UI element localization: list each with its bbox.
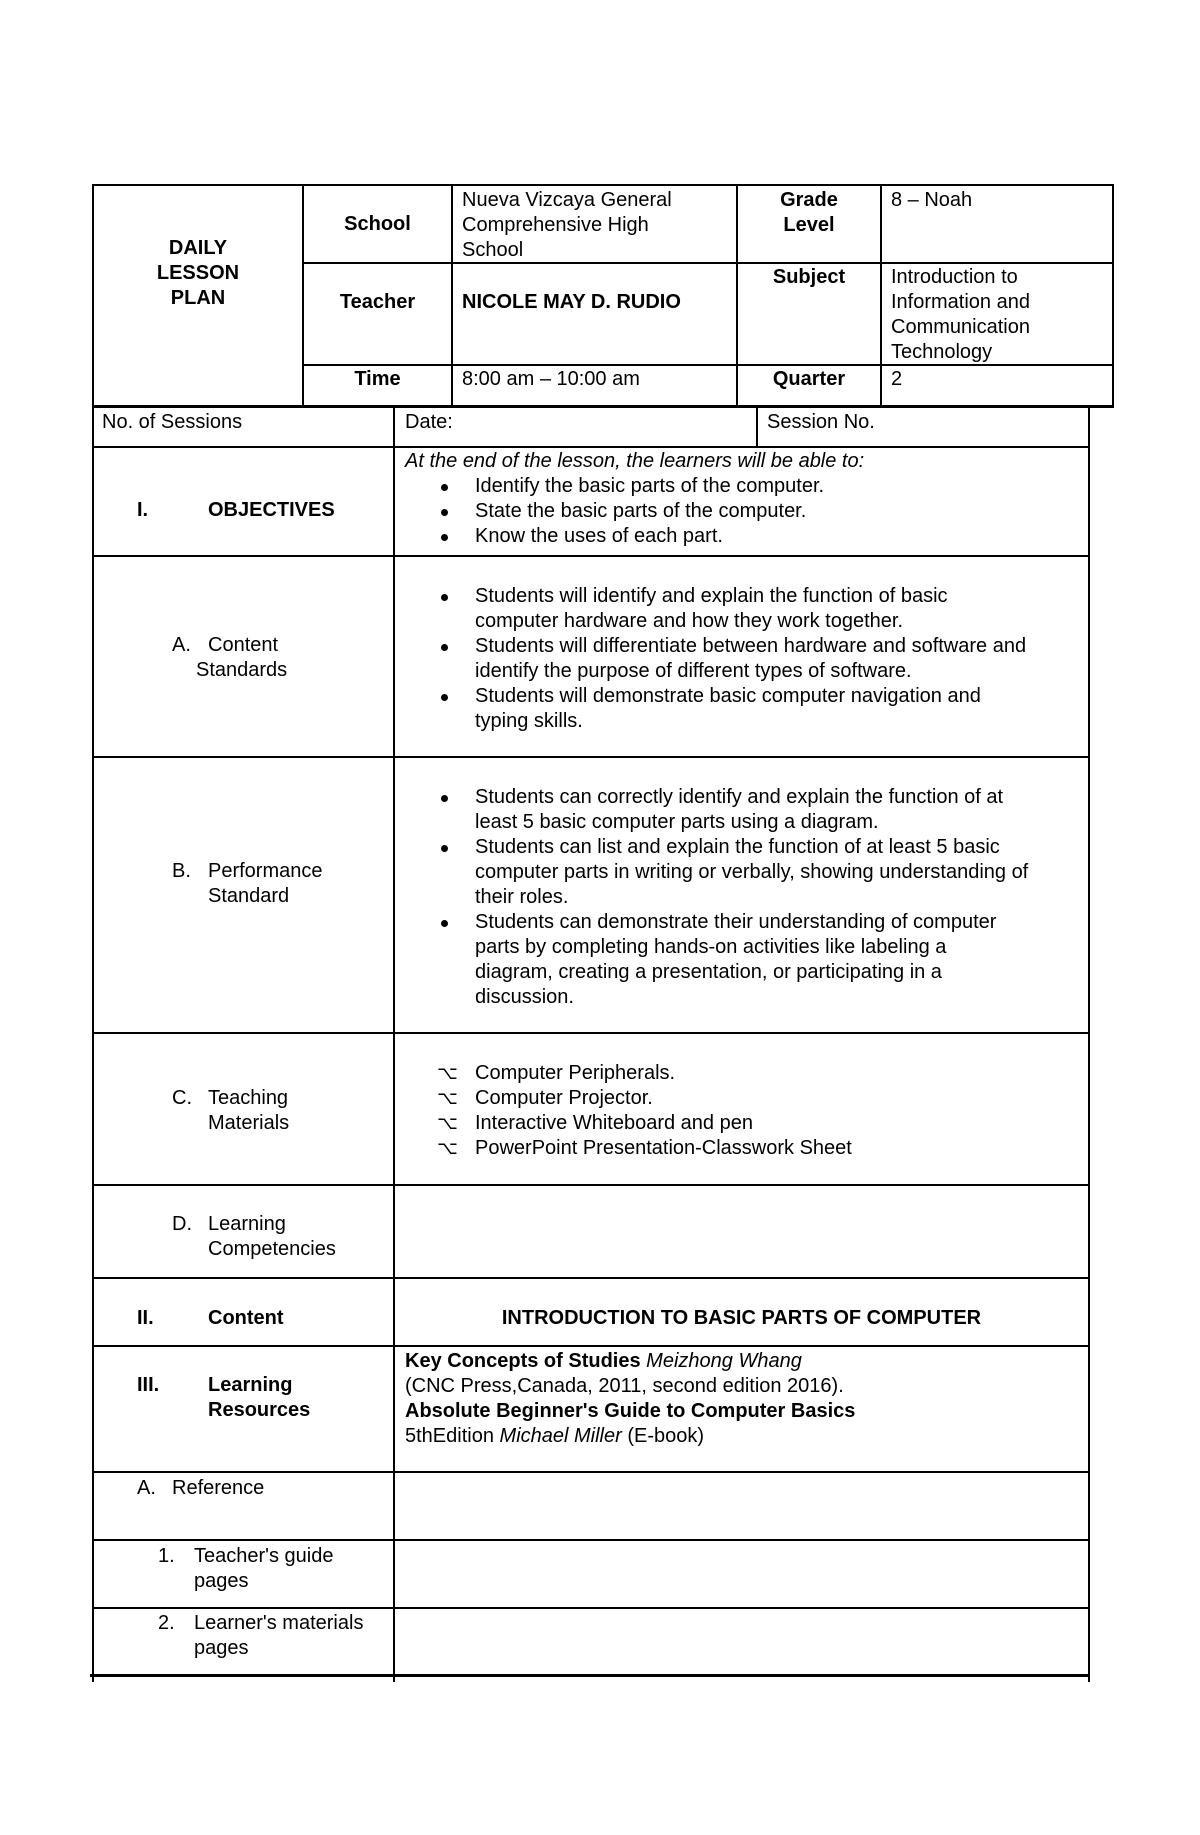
list-item (403, 684, 1088, 734)
ref2-author: Michael Miller (499, 1425, 622, 1447)
learning-competencies-label (208, 1212, 336, 1262)
learning-resources-label-line: Resources (208, 1399, 311, 1421)
performance-standard-label-line: Standard (208, 885, 290, 907)
key-bullet-icon: ⌥ (437, 1113, 458, 1133)
learning-resources-value (405, 1349, 855, 1449)
date-label: Date: (405, 411, 453, 433)
school-value-line: Comprehensive High (462, 214, 649, 236)
reference-label: Reference (172, 1477, 265, 1499)
grade-level-label (738, 188, 880, 238)
bullet-dot-icon (441, 509, 448, 516)
quarter-value: 2 (891, 368, 903, 390)
objectives-list (403, 474, 1083, 549)
content-standards-letter: A. (172, 634, 191, 656)
teaching-materials-list (403, 1061, 1088, 1161)
objective-text: Know the uses of each part. (475, 525, 723, 547)
subject-value-line: Technology (891, 341, 993, 363)
list-item-line: Students will demonstrate basic computer navigation and (475, 685, 981, 707)
list-item (403, 910, 1088, 1010)
list-item-line: discussion. (475, 986, 574, 1008)
content-standards-label-line: Standards (196, 659, 288, 681)
learner-materials-line: pages (194, 1637, 249, 1659)
subject-value-line: Introduction to (891, 266, 1018, 288)
teacher-guide-label (194, 1544, 333, 1594)
bullet-dot-icon (441, 644, 448, 651)
list-item (403, 785, 1088, 835)
learning-resources-numeral: III. (137, 1374, 160, 1396)
list-item (403, 835, 1088, 910)
teacher-value: NICOLE MAY D. RUDIO (462, 291, 681, 313)
content-numeral: II. (137, 1307, 154, 1329)
objective-text: State the basic parts of the computer. (475, 500, 807, 522)
objectives-numeral: I. (137, 499, 149, 521)
ref1-title: Key Concepts of Studies (405, 1350, 641, 1372)
list-item (403, 1111, 1088, 1136)
list-item-line: computer parts in writing or verbally, showing understanding of (475, 861, 1029, 883)
school-label: School (344, 213, 411, 235)
bullet-dot-icon (441, 920, 448, 927)
teacher-label: Teacher (339, 291, 416, 313)
performance-standard-label (208, 859, 323, 909)
list-item (403, 634, 1088, 684)
subject-value-line: Information and (891, 291, 1030, 313)
session-no-label: Session No. (767, 411, 875, 433)
content-standards-list (403, 584, 1088, 734)
content-standards-label-line: Content (208, 634, 279, 656)
list-item (403, 1061, 1088, 1086)
performance-standard-letter: B. (172, 860, 191, 882)
resource-line (405, 1424, 855, 1449)
learner-materials-line: Learner's materials (194, 1612, 364, 1634)
list-item-line: diagram, creating a presentation, or participating in a (475, 961, 942, 983)
material-text: PowerPoint Presentation-Classwork Sheet (475, 1137, 852, 1159)
objective-text: Identify the basic parts of the computer. (475, 475, 825, 497)
time-label: Time (354, 368, 401, 390)
plan-title (94, 236, 302, 311)
bullet-dot-icon (441, 534, 448, 541)
list-item (403, 1136, 1088, 1161)
objectives-intro: At the end of the lesson, the learners will be able to: (405, 450, 865, 472)
list-item-line: Students can list and explain the function of at least 5 basic (475, 836, 1000, 858)
ref1-author: Meizhong Whang (646, 1350, 802, 1372)
learning-competencies-label-line: Competencies (208, 1238, 336, 1260)
list-item-line: Students can demonstrate their understanding of computer (475, 911, 997, 933)
content-label: Content (208, 1307, 284, 1329)
list-item (403, 499, 1083, 524)
bullet-dot-icon (441, 694, 448, 701)
list-item (403, 524, 1083, 549)
list-item-line: parts by completing hands-on activities like labeling a (475, 936, 947, 958)
ref2-edition: 5thEdition (405, 1425, 494, 1447)
list-item-line: computer hardware and how they work together. (475, 610, 904, 632)
list-item-line: their roles. (475, 886, 569, 908)
content-standards-label (196, 633, 288, 683)
ref1-pub: (CNC Press,Canada, 2011, second edition 2016). (405, 1375, 844, 1397)
time-value: 8:00 am – 10:00 am (462, 368, 640, 390)
reference-letter: A. (137, 1477, 156, 1499)
teaching-materials-letter: C. (172, 1087, 192, 1109)
school-value-line: Nueva Vizcaya General (462, 189, 672, 211)
learner-materials-label (194, 1611, 363, 1661)
learning-competencies-letter: D. (172, 1213, 192, 1235)
teaching-materials-label-line: Teaching (208, 1087, 289, 1109)
plan-title-line: PLAN (170, 287, 226, 309)
list-item (403, 584, 1088, 634)
plan-title-line: DAILY (168, 237, 228, 259)
list-item-line: least 5 basic computer parts using a diagram. (475, 811, 879, 833)
teaching-materials-label-line: Materials (208, 1112, 290, 1134)
learner-materials-num: 2. (158, 1612, 175, 1634)
key-bullet-icon: ⌥ (437, 1063, 458, 1083)
key-bullet-icon: ⌥ (437, 1138, 458, 1158)
teacher-guide-line: Teacher's guide (194, 1545, 334, 1567)
resource-line (405, 1349, 855, 1374)
grade-label-line: Level (783, 214, 835, 236)
material-text: Computer Peripherals. (475, 1062, 676, 1084)
list-item-line: Students will identify and explain the function of basic (475, 585, 948, 607)
list-item-line: Students will differentiate between hardware and software and (475, 635, 1027, 657)
subject-value-line: Communication (891, 316, 1030, 338)
list-item-line: Students can correctly identify and explain the function of at (475, 786, 1004, 808)
school-value-line: School (462, 239, 524, 261)
teacher-guide-num: 1. (158, 1545, 175, 1567)
grade-level-value: 8 – Noah (891, 189, 973, 211)
school-value (462, 188, 672, 263)
bullet-dot-icon (441, 795, 448, 802)
bullet-dot-icon (441, 484, 448, 491)
subject-value (891, 265, 1030, 365)
quarter-label: Quarter (772, 368, 846, 390)
material-text: Computer Projector. (475, 1087, 653, 1109)
teacher-guide-line: pages (194, 1570, 249, 1592)
plan-title-line: LESSON (156, 262, 240, 284)
sessions-label: No. of Sessions (102, 411, 243, 433)
bullet-dot-icon (441, 594, 448, 601)
grade-label-line: Grade (780, 189, 838, 211)
ref2-format: (E-book) (627, 1425, 705, 1447)
material-text: Interactive Whiteboard and pen (475, 1112, 753, 1134)
ref2-title: Absolute Beginner's Guide to Computer Basics (405, 1400, 856, 1422)
teaching-materials-label (208, 1086, 289, 1136)
learning-resources-label (208, 1373, 310, 1423)
content-value: INTRODUCTION TO BASIC PARTS OF COMPUTER (501, 1307, 982, 1329)
key-bullet-icon: ⌥ (437, 1088, 458, 1108)
subject-label: Subject (772, 266, 846, 288)
learning-resources-label-line: Learning (208, 1374, 293, 1396)
performance-standard-list (403, 785, 1088, 1010)
list-item-line: identify the purpose of different types of software. (475, 660, 912, 682)
list-item-line: typing skills. (475, 710, 583, 732)
performance-standard-label-line: Performance (208, 860, 323, 882)
learning-competencies-label-line: Learning (208, 1213, 286, 1235)
objectives-label: OBJECTIVES (208, 499, 335, 521)
list-item (403, 474, 1083, 499)
bullet-dot-icon (441, 845, 448, 852)
list-item (403, 1086, 1088, 1111)
